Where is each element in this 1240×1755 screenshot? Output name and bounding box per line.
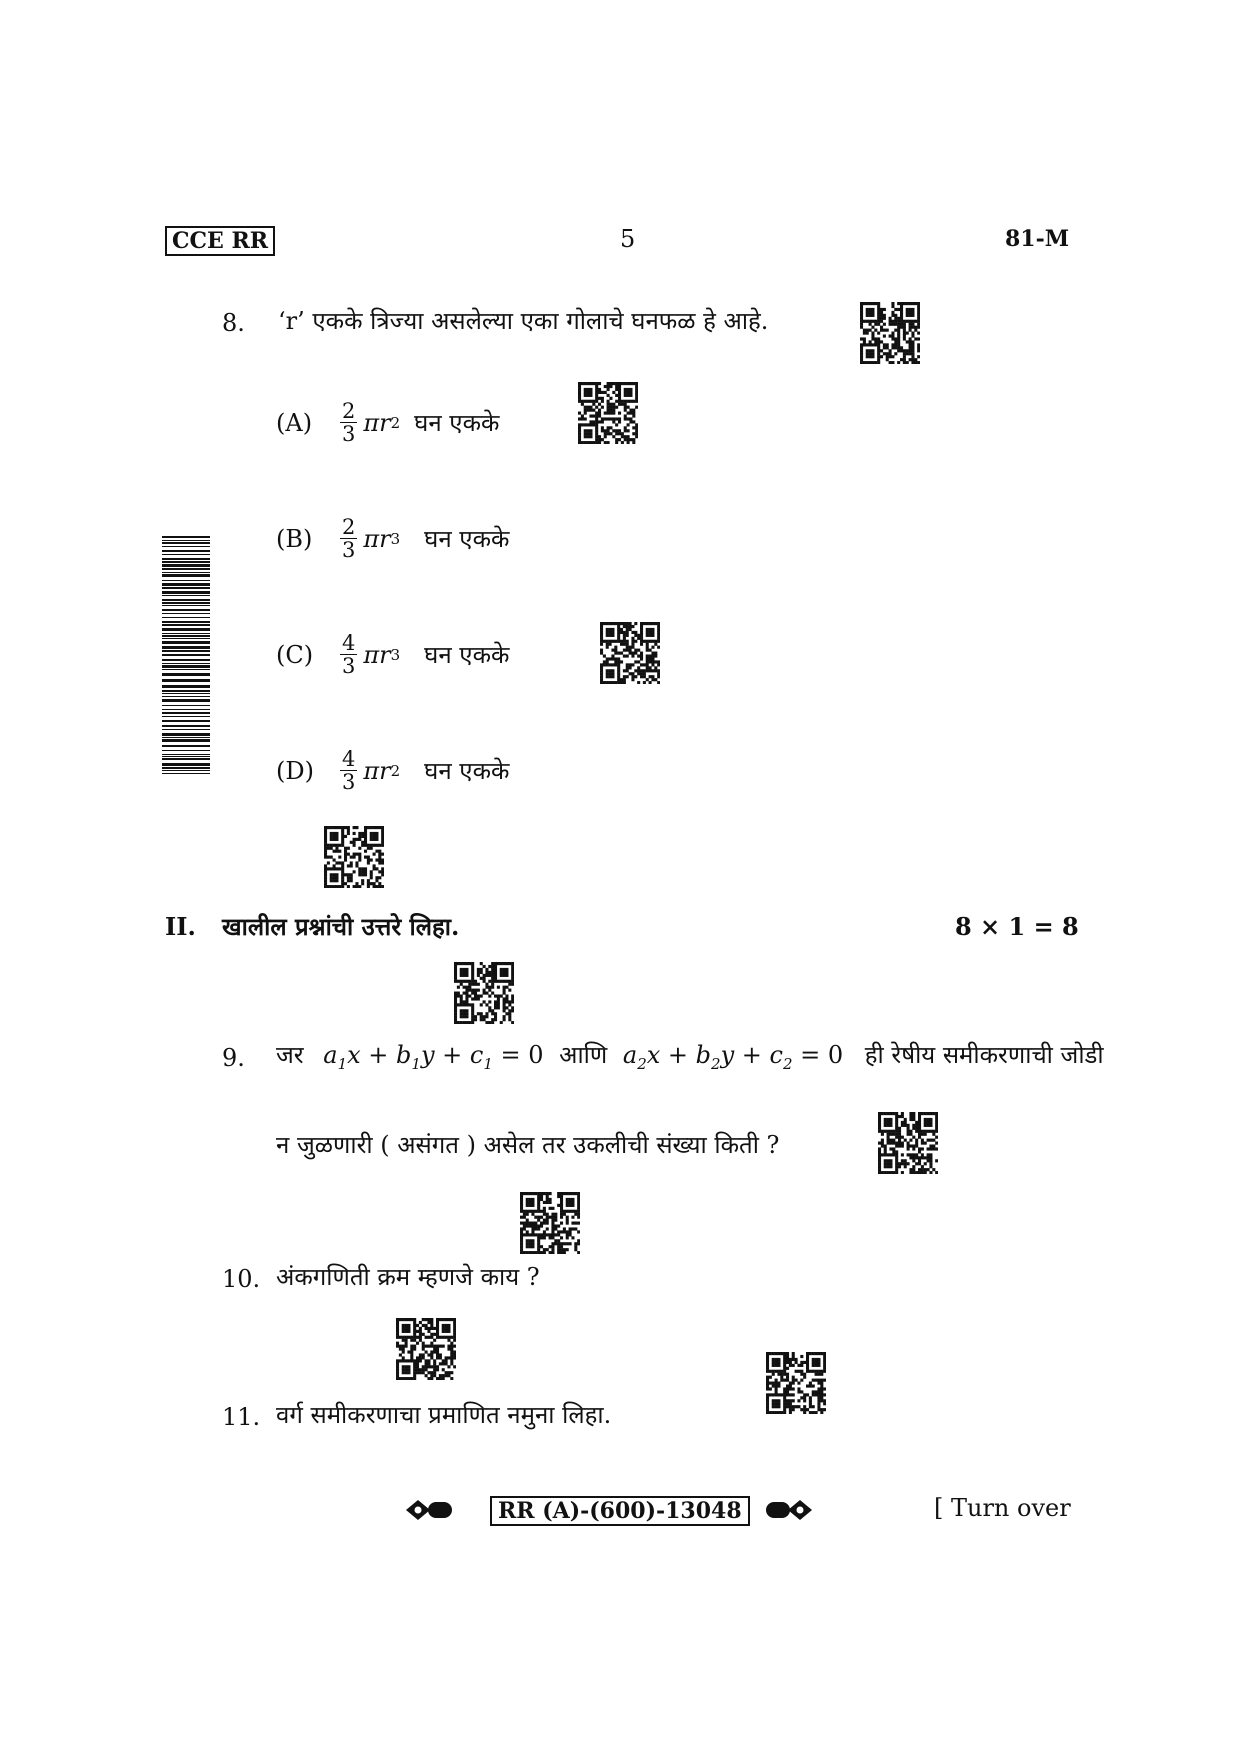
q9-number: 9.	[222, 1044, 245, 1072]
math-expression: πr	[363, 640, 391, 669]
fraction-denominator: 3	[342, 422, 356, 446]
qr-code	[766, 1352, 826, 1414]
fraction-numerator: 4	[342, 631, 356, 655]
barcode	[162, 536, 210, 774]
q9-prefix: जर	[276, 1041, 304, 1069]
q8-number: 8.	[222, 309, 245, 337]
qr-code	[396, 1318, 456, 1380]
qr-code	[324, 826, 384, 888]
q9-line1	[276, 1040, 1104, 1079]
fraction-numerator: 2	[342, 399, 356, 423]
unit-text: घन एकके	[414, 409, 500, 437]
option-label: (C)	[276, 640, 314, 669]
fraction-denominator: 3	[342, 538, 356, 562]
page-number: 5	[620, 225, 636, 253]
equation-1: $a_1x + b_1y + c_1 = 0$	[323, 1041, 544, 1073]
option-label: (D)	[276, 756, 314, 785]
fraction-denominator: 3	[342, 770, 356, 794]
q8-option-b	[276, 516, 509, 561]
left-ornament-icon	[404, 1496, 456, 1524]
q10-number: 10.	[222, 1265, 261, 1293]
q9-line2: न जुळणारी ( असंगत ) असेल तर उकलीची संख्या किती ?	[276, 1131, 780, 1159]
q11-number: 11.	[222, 1403, 261, 1431]
q8-option-a	[276, 400, 499, 445]
fraction-numerator: 2	[342, 515, 356, 539]
math-expression: πr	[363, 408, 391, 437]
subject-code: 81-M	[1005, 226, 1070, 252]
option-label: (A)	[276, 408, 313, 437]
fraction	[340, 748, 357, 793]
q9-suffix: ही रेषीय समीकरणाची जोडी	[864, 1041, 1104, 1069]
section-number: II.	[165, 912, 196, 941]
section-title: खालील प्रश्नांची उत्तरे लिहा.	[222, 912, 460, 941]
option-label: (B)	[276, 524, 313, 553]
q8-text: ‘r’ एकके त्रिज्या असलेल्या एका गोलाचे घनफळ हे आहे.	[278, 307, 769, 335]
fraction	[340, 400, 357, 445]
equation-2: $a_2x + b_2y + c_2 = 0$	[622, 1041, 844, 1073]
qr-code	[578, 382, 638, 444]
qr-code	[600, 622, 660, 684]
exponent: 3	[390, 645, 401, 664]
q9-and: आणि	[559, 1041, 608, 1069]
turn-over-note: [ Turn over	[934, 1494, 1071, 1522]
math-expression: πr	[363, 756, 391, 785]
right-ornament-icon	[764, 1496, 816, 1524]
fraction	[340, 516, 357, 561]
exponent: 2	[390, 761, 401, 780]
unit-text: घन एकके	[424, 757, 510, 785]
q11-text: वर्ग समीकरणाचा प्रमाणित नमुना लिहा.	[276, 1401, 612, 1429]
q8-option-d	[276, 748, 509, 793]
footer-code-box: RR (A)-(600)-13048	[490, 1496, 750, 1526]
qr-code	[878, 1112, 938, 1174]
exponent: 3	[390, 529, 401, 548]
q10-text: अंकगणिती क्रम म्हणजे काय ?	[276, 1263, 540, 1291]
exponent: 2	[390, 413, 401, 432]
section-marks: 8 × 1 = 8	[955, 912, 1079, 941]
unit-text: घन एकके	[424, 641, 510, 669]
qr-code	[520, 1192, 580, 1254]
q8-option-c	[276, 632, 509, 677]
unit-text: घन एकके	[424, 525, 510, 553]
fraction	[340, 632, 357, 677]
paper-code-box: CCE RR	[165, 226, 275, 256]
fraction-denominator: 3	[342, 654, 356, 678]
math-expression: πr	[363, 524, 391, 553]
qr-code	[860, 302, 920, 364]
qr-code	[454, 962, 514, 1024]
fraction-numerator: 4	[342, 747, 356, 771]
